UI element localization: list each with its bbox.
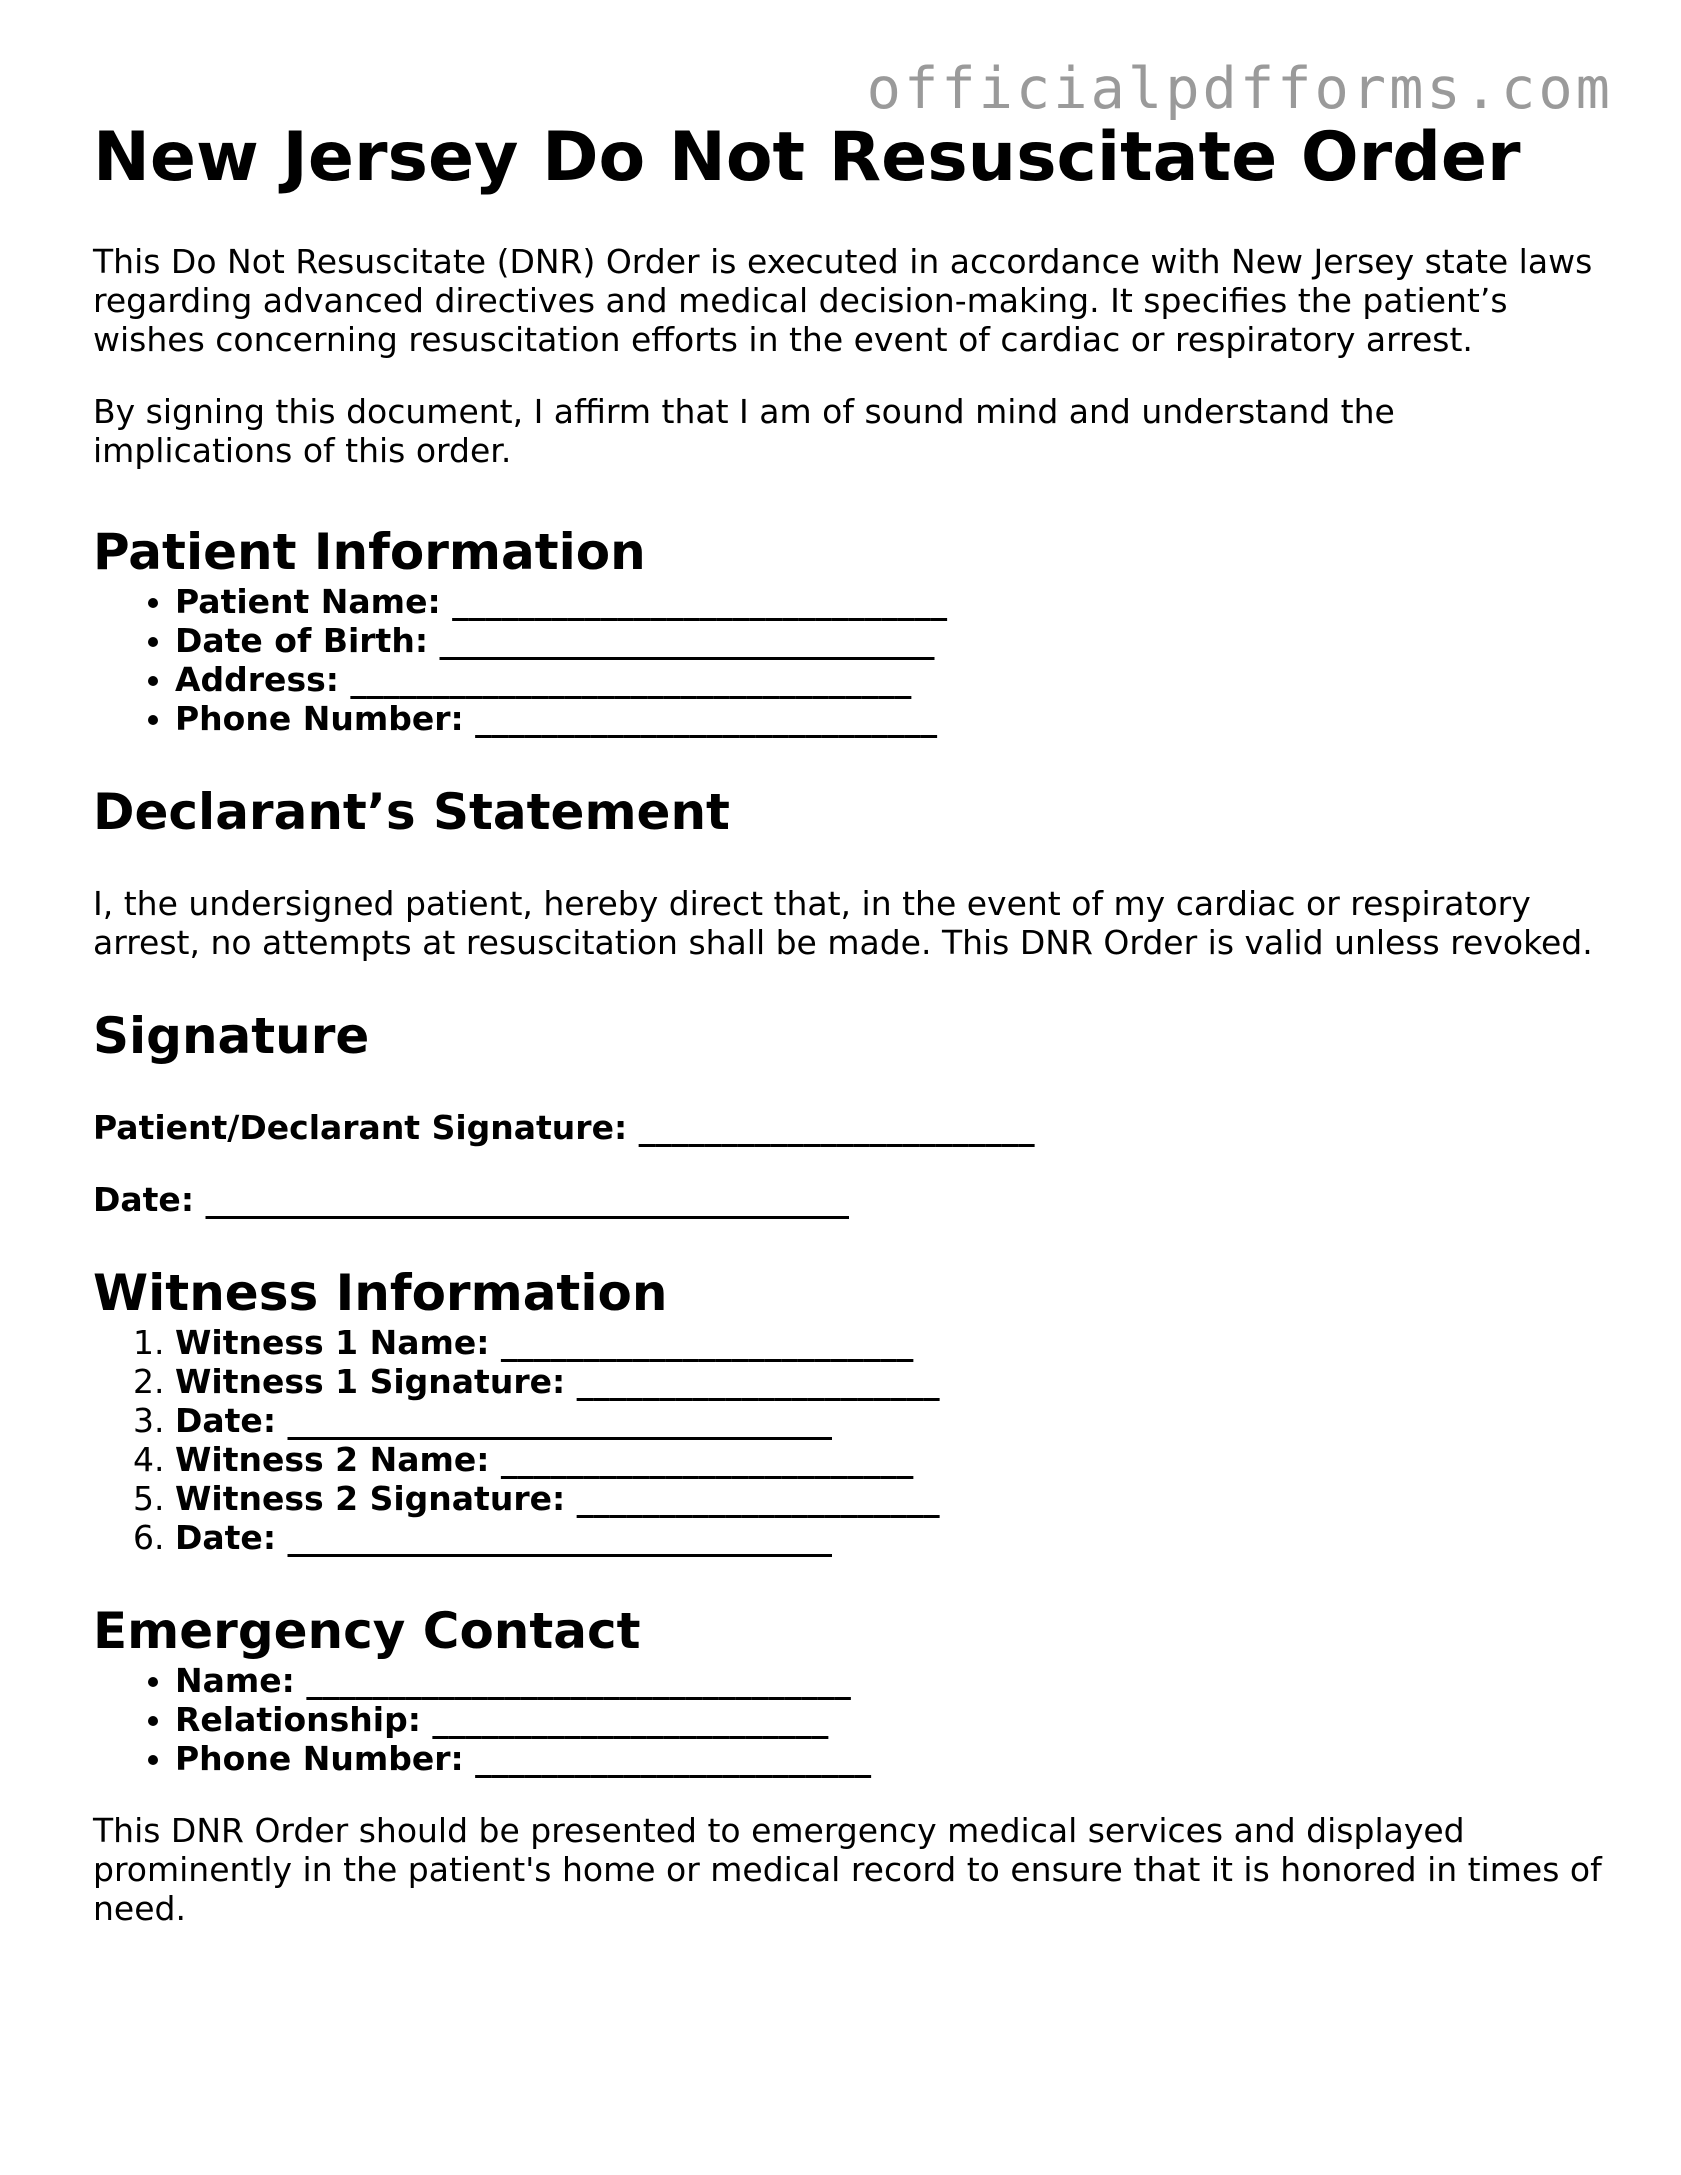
patient-information-list [93,582,1603,738]
witness-information-heading: Witness Information [93,1264,668,1322]
document-title: New Jersey Do Not Resuscitate Order [93,118,1521,197]
patient-signature-field[interactable]: Patient/Declarant Signature: ________________________ [93,1108,1035,1147]
witness-2-date-field[interactable]: 6. Date: _________________________________ [175,1518,1603,1557]
intro-paragraph: This Do Not Resuscitate (DNR) Order is executed in accordance with New Jersey state laws regarding advanced directives and medical decision-making. It specifies the patient’s wishes concerning resuscitation efforts in the event of cardiac or respiratory arrest. [93,242,1593,359]
address-field[interactable]: • Address: __________________________________ [175,660,1603,699]
signature-date-field[interactable]: Date: _______________________________________ [93,1180,850,1219]
date-of-birth-field[interactable]: • Date of Birth: ______________________________ [175,621,1603,660]
phone-number-field[interactable]: • Phone Number: ____________________________ [175,699,1603,738]
patient-information-heading: Patient Information [93,523,646,581]
witness-2-signature-field[interactable]: 5. Witness 2 Signature: ______________________ [175,1479,1603,1518]
witness-1-signature-field[interactable]: 2. Witness 1 Signature: ______________________ [175,1362,1603,1401]
declarant-statement-heading: Declarant’s Statement [93,783,730,841]
witness-1-date-field[interactable]: 3. Date: _________________________________ [175,1401,1603,1440]
witness-1-list [93,1323,1603,1440]
emergency-contact-list [93,1661,1603,1778]
emergency-contact-phone-field[interactable]: • Phone Number: ________________________ [175,1739,1603,1778]
witness-2-name-field[interactable]: 4. Witness 2 Name: _________________________ [175,1440,1603,1479]
witness-1-name-field[interactable]: 1. Witness 1 Name: _________________________ [175,1323,1603,1362]
closing-paragraph: This DNR Order should be presented to emergency medical services and displayed prominently in the patient's home or medical record to ensure that it is honored in times of need. [93,1811,1602,1928]
emergency-contact-heading: Emergency Contact [93,1602,641,1660]
watermark: officialpdfforms.com [866,56,1613,122]
witness-2-list [93,1440,1603,1557]
emergency-contact-name-field[interactable]: • Name: _________________________________ [175,1661,1603,1700]
emergency-contact-relationship-field[interactable]: • Relationship: ________________________ [175,1700,1603,1739]
declarant-statement-text: I, the undersigned patient, hereby direct that, in the event of my cardiac or respiratory arrest, no attempts at resuscitation shall be made. This DNR Order is valid unless revoked. [93,884,1593,962]
patient-name-field[interactable]: • Patient Name: ______________________________ [175,582,1603,621]
document-page [93,118,1603,1928]
affirmation-paragraph: By signing this document, I affirm that I am of sound mind and understand the implications of this order. [93,392,1395,470]
signature-heading: Signature [93,1007,370,1065]
